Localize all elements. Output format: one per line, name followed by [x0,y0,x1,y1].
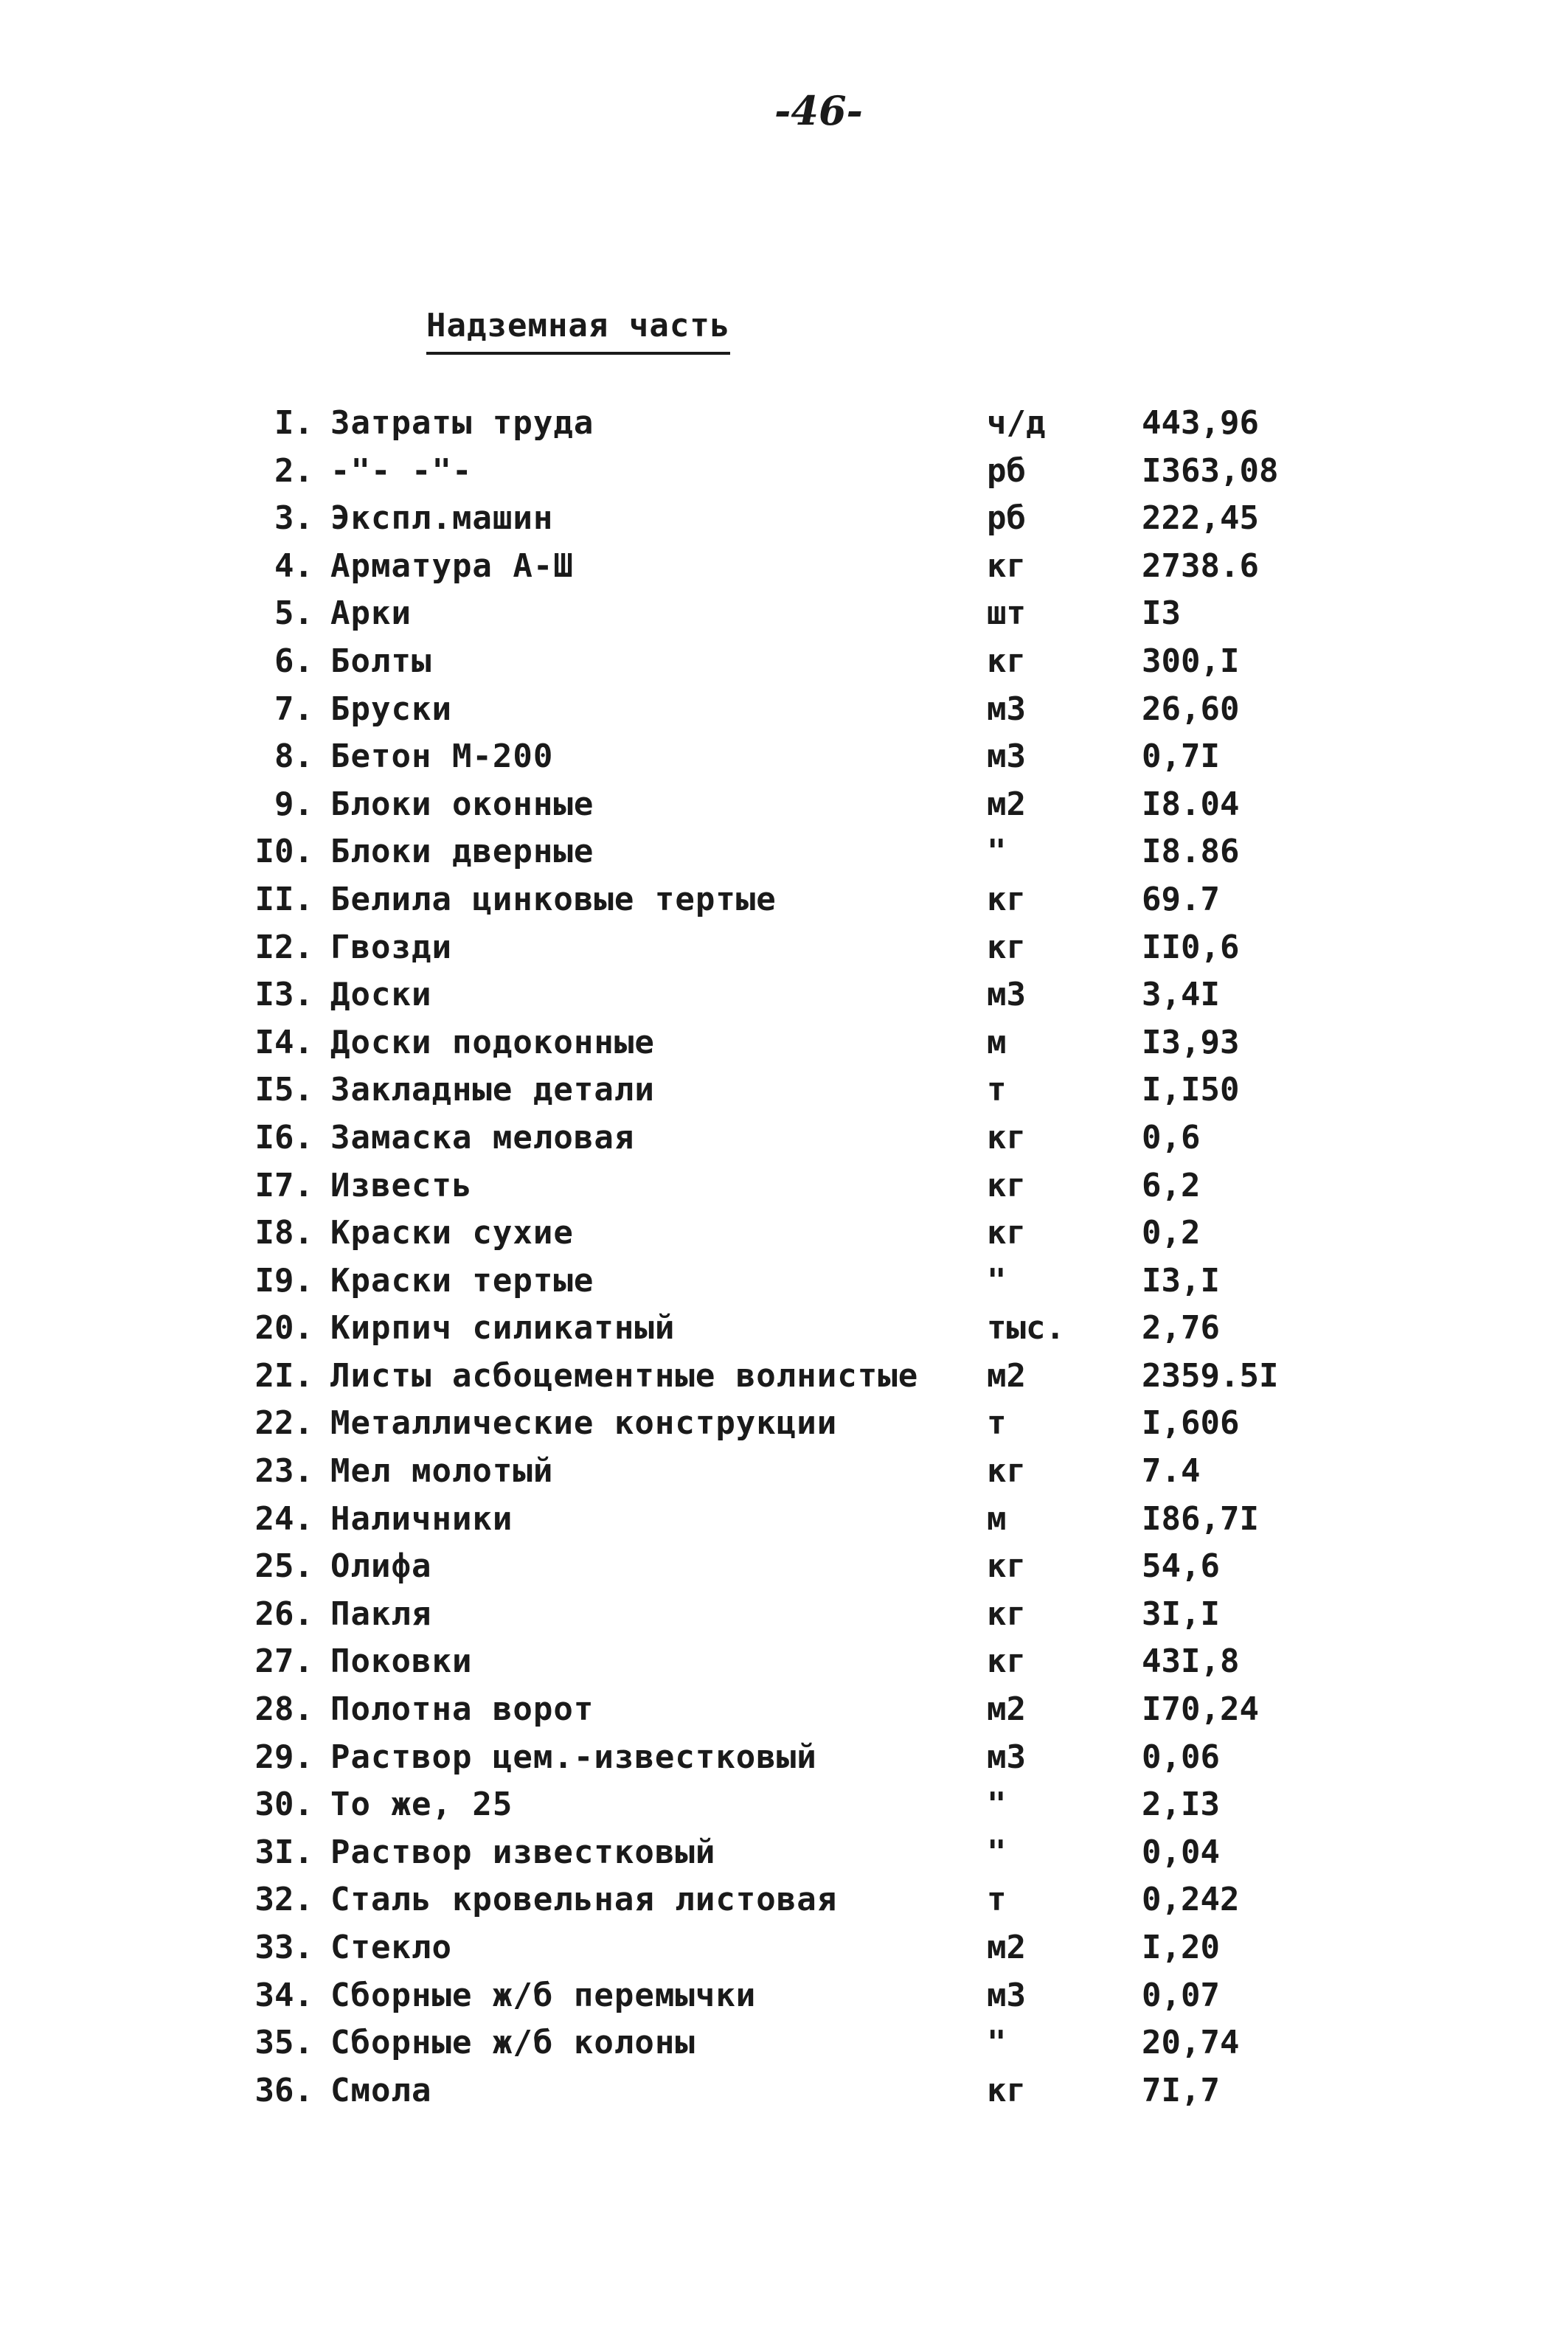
list-item [0,1210,1568,1257]
list-item [0,781,1568,829]
item-number: 7. [274,690,313,728]
item-unit: кг [987,547,1026,585]
item-quantity: II0,6 [1142,928,1240,966]
item-quantity: 2,76 [1142,1309,1220,1347]
item-quantity: 69.7 [1142,880,1220,918]
item-quantity: 0,242 [1142,1881,1240,1919]
item-name: Белила цинковые тертые [330,880,777,918]
item-quantity: I8.04 [1142,785,1240,823]
item-number: I5. [254,1071,313,1109]
item-unit: " [987,1786,1007,1824]
item-unit: м2 [987,1690,1026,1729]
item-quantity: 26,60 [1142,690,1240,728]
page-number: -46- [774,87,863,134]
item-unit: м3 [987,1738,1026,1776]
item-quantity: 43I,8 [1142,1642,1240,1681]
item-unit: м3 [987,690,1026,728]
item-name: Кирпич силикатный [330,1309,676,1347]
item-unit: кг [987,1118,1026,1156]
item-quantity: 3I,I [1142,1595,1220,1633]
item-quantity: 0,04 [1142,1833,1220,1871]
item-unit: " [987,1833,1007,1871]
item-number: II. [254,880,313,918]
list-item [0,1924,1568,1972]
item-name: Гвозди [330,928,452,966]
item-number: 28. [254,1690,313,1729]
item-number: I6. [254,1118,313,1156]
item-unit: т [987,1881,1007,1919]
item-number: 22. [254,1404,313,1443]
item-quantity: 7I,7 [1142,2071,1220,2109]
item-name: Замаска меловая [330,1118,635,1156]
item-name: Мел молотый [330,1452,554,1491]
list-item [0,1638,1568,1686]
item-quantity: I3,I [1142,1261,1220,1300]
list-item [0,1829,1568,1877]
item-number: 4. [274,547,313,585]
item-quantity: 0,06 [1142,1738,1220,1776]
item-name: Раствор известковый [330,1833,716,1871]
item-name: Доски подоконные [330,1023,655,1061]
item-number: 2. [274,451,313,490]
item-name: Краски тертые [330,1261,594,1300]
item-quantity: I,606 [1142,1404,1240,1443]
item-quantity: I,I50 [1142,1071,1240,1109]
item-name: Наличники [330,1499,513,1538]
item-number: 20. [254,1309,313,1347]
section-title: Надземная часть [426,307,730,355]
list-item [0,1543,1568,1591]
item-number: 36. [254,2071,313,2109]
item-number: I4. [254,1023,313,1061]
item-unit: кг [987,1547,1026,1586]
list-item [0,1305,1568,1353]
item-number: 26. [254,1595,313,1633]
item-quantity: I3,93 [1142,1023,1240,1061]
list-item [0,1448,1568,1496]
item-name: Сталь кровельная листовая [330,1881,838,1919]
item-quantity: 2738.6 [1142,547,1259,585]
item-name: Листы асбоцементные волнистые [330,1356,919,1395]
item-unit: м [987,1023,1007,1061]
item-unit: кг [987,1452,1026,1491]
item-unit: м2 [987,1356,1026,1395]
item-name: Арматура А-Ш [330,547,574,585]
item-quantity: 0,6 [1142,1118,1201,1156]
item-unit: " [987,833,1007,871]
item-quantity: 7.4 [1142,1452,1201,1491]
list-item [0,1876,1568,1924]
item-unit: кг [987,642,1026,680]
materials-list [0,400,1568,2115]
list-item [0,1353,1568,1401]
item-unit: рб [987,451,1026,490]
list-item [0,828,1568,876]
item-unit: кг [987,1166,1026,1204]
item-name: Пакля [330,1595,432,1633]
item-quantity: I3 [1142,594,1181,633]
list-item [0,1162,1568,1210]
list-item [0,448,1568,496]
item-name: Краски сухие [330,1214,574,1252]
item-number: 24. [254,1499,313,1538]
item-quantity: 300,I [1142,642,1240,680]
item-unit: кг [987,928,1026,966]
item-number: 2I. [254,1356,313,1395]
item-quantity: I8.86 [1142,833,1240,871]
item-name: -"- -"- [330,451,473,490]
item-unit: " [987,1261,1007,1300]
item-number: 34. [254,1976,313,2014]
item-number: I. [274,404,313,442]
item-number: 29. [254,1738,313,1776]
list-item [0,1066,1568,1114]
item-name: Смола [330,2071,432,2109]
item-unit: кг [987,1214,1026,1252]
item-name: Болты [330,642,432,680]
item-name: То же, 25 [330,1786,513,1824]
list-item [0,1019,1568,1067]
item-number: 35. [254,2024,313,2062]
item-number: 9. [274,785,313,823]
item-name: Известь [330,1166,473,1204]
list-item [0,971,1568,1019]
item-name: Экспл.машин [330,499,554,538]
list-item [0,400,1568,448]
item-quantity: 2,I3 [1142,1786,1220,1824]
item-unit: кг [987,1642,1026,1681]
list-item [0,2019,1568,2067]
item-name: Блоки дверные [330,833,594,871]
item-quantity: 2359.5I [1142,1356,1279,1395]
item-number: I8. [254,1214,313,1252]
item-unit: рб [987,499,1026,538]
item-number: I2. [254,928,313,966]
list-item [0,924,1568,972]
item-name: Стекло [330,1929,452,1966]
list-item [0,1781,1568,1829]
list-item [0,733,1568,781]
item-quantity: 20,74 [1142,2024,1240,2062]
item-name: Олифа [330,1547,432,1586]
list-item [0,2067,1568,2115]
item-number: 33. [254,1929,313,1966]
list-item [0,1496,1568,1544]
list-item [0,1591,1568,1639]
item-number: I0. [254,833,313,871]
item-quantity: 54,6 [1142,1547,1220,1586]
item-unit: м [987,1499,1007,1538]
list-item [0,1114,1568,1162]
item-quantity: 0,07 [1142,1976,1220,2014]
item-name: Арки [330,594,412,633]
list-item [0,1686,1568,1734]
item-name: Сборные ж/б колоны [330,2024,695,2062]
item-unit: м3 [987,1976,1026,2014]
item-quantity: I70,24 [1142,1690,1259,1729]
item-number: 32. [254,1881,313,1919]
item-quantity: 6,2 [1142,1166,1201,1204]
item-unit: ч/д [987,404,1046,442]
item-quantity: I363,08 [1142,451,1279,490]
item-number: 3. [274,499,313,538]
list-item [0,686,1568,734]
item-unit: м3 [987,738,1026,776]
list-item [0,1400,1568,1448]
item-number: 8. [274,738,313,776]
item-number: 27. [254,1642,313,1681]
item-quantity: 222,45 [1142,499,1259,538]
item-quantity: I86,7I [1142,1499,1259,1538]
item-unit: кг [987,880,1026,918]
item-name: Металлические конструкции [330,1404,838,1443]
item-quantity: 0,2 [1142,1214,1201,1252]
item-name: Полотна ворот [330,1690,594,1729]
list-item [0,590,1568,638]
item-number: I9. [254,1261,313,1300]
item-quantity: 0,7I [1142,738,1220,776]
item-unit: кг [987,2071,1026,2109]
item-unit: т [987,1404,1007,1443]
item-quantity: 3,4I [1142,976,1220,1014]
item-number: 25. [254,1547,313,1586]
item-name: Бетон М-200 [330,738,554,776]
item-number: 30. [254,1786,313,1824]
item-number: 6. [274,642,313,680]
list-item [0,1734,1568,1782]
list-item [0,495,1568,543]
item-unit: тыс. [987,1309,1065,1347]
item-unit: кг [987,1595,1026,1633]
item-name: Сборные ж/б перемычки [330,1976,757,2014]
item-name: Доски [330,976,432,1014]
item-number: 23. [254,1452,313,1491]
list-item [0,876,1568,924]
item-quantity: 443,96 [1142,404,1259,442]
item-unit: м2 [987,1929,1026,1966]
item-number: 3I. [254,1833,313,1871]
list-item [0,638,1568,686]
list-item [0,1257,1568,1305]
list-item [0,1972,1568,2020]
item-name: Затраты труда [330,404,594,442]
item-number: I7. [254,1166,313,1204]
item-name: Блоки оконные [330,785,594,823]
item-name: Поковки [330,1642,473,1681]
item-unit: м3 [987,976,1026,1014]
item-name: Бруски [330,690,452,728]
item-unit: м2 [987,785,1026,823]
item-quantity: I,20 [1142,1929,1220,1966]
item-number: 5. [274,594,313,633]
item-number: I3. [254,976,313,1014]
item-unit: т [987,1071,1007,1109]
item-unit: шт [987,594,1026,633]
list-item [0,543,1568,591]
item-unit: " [987,2024,1007,2062]
item-name: Закладные детали [330,1071,655,1109]
item-name: Раствор цем.-известковый [330,1738,817,1776]
